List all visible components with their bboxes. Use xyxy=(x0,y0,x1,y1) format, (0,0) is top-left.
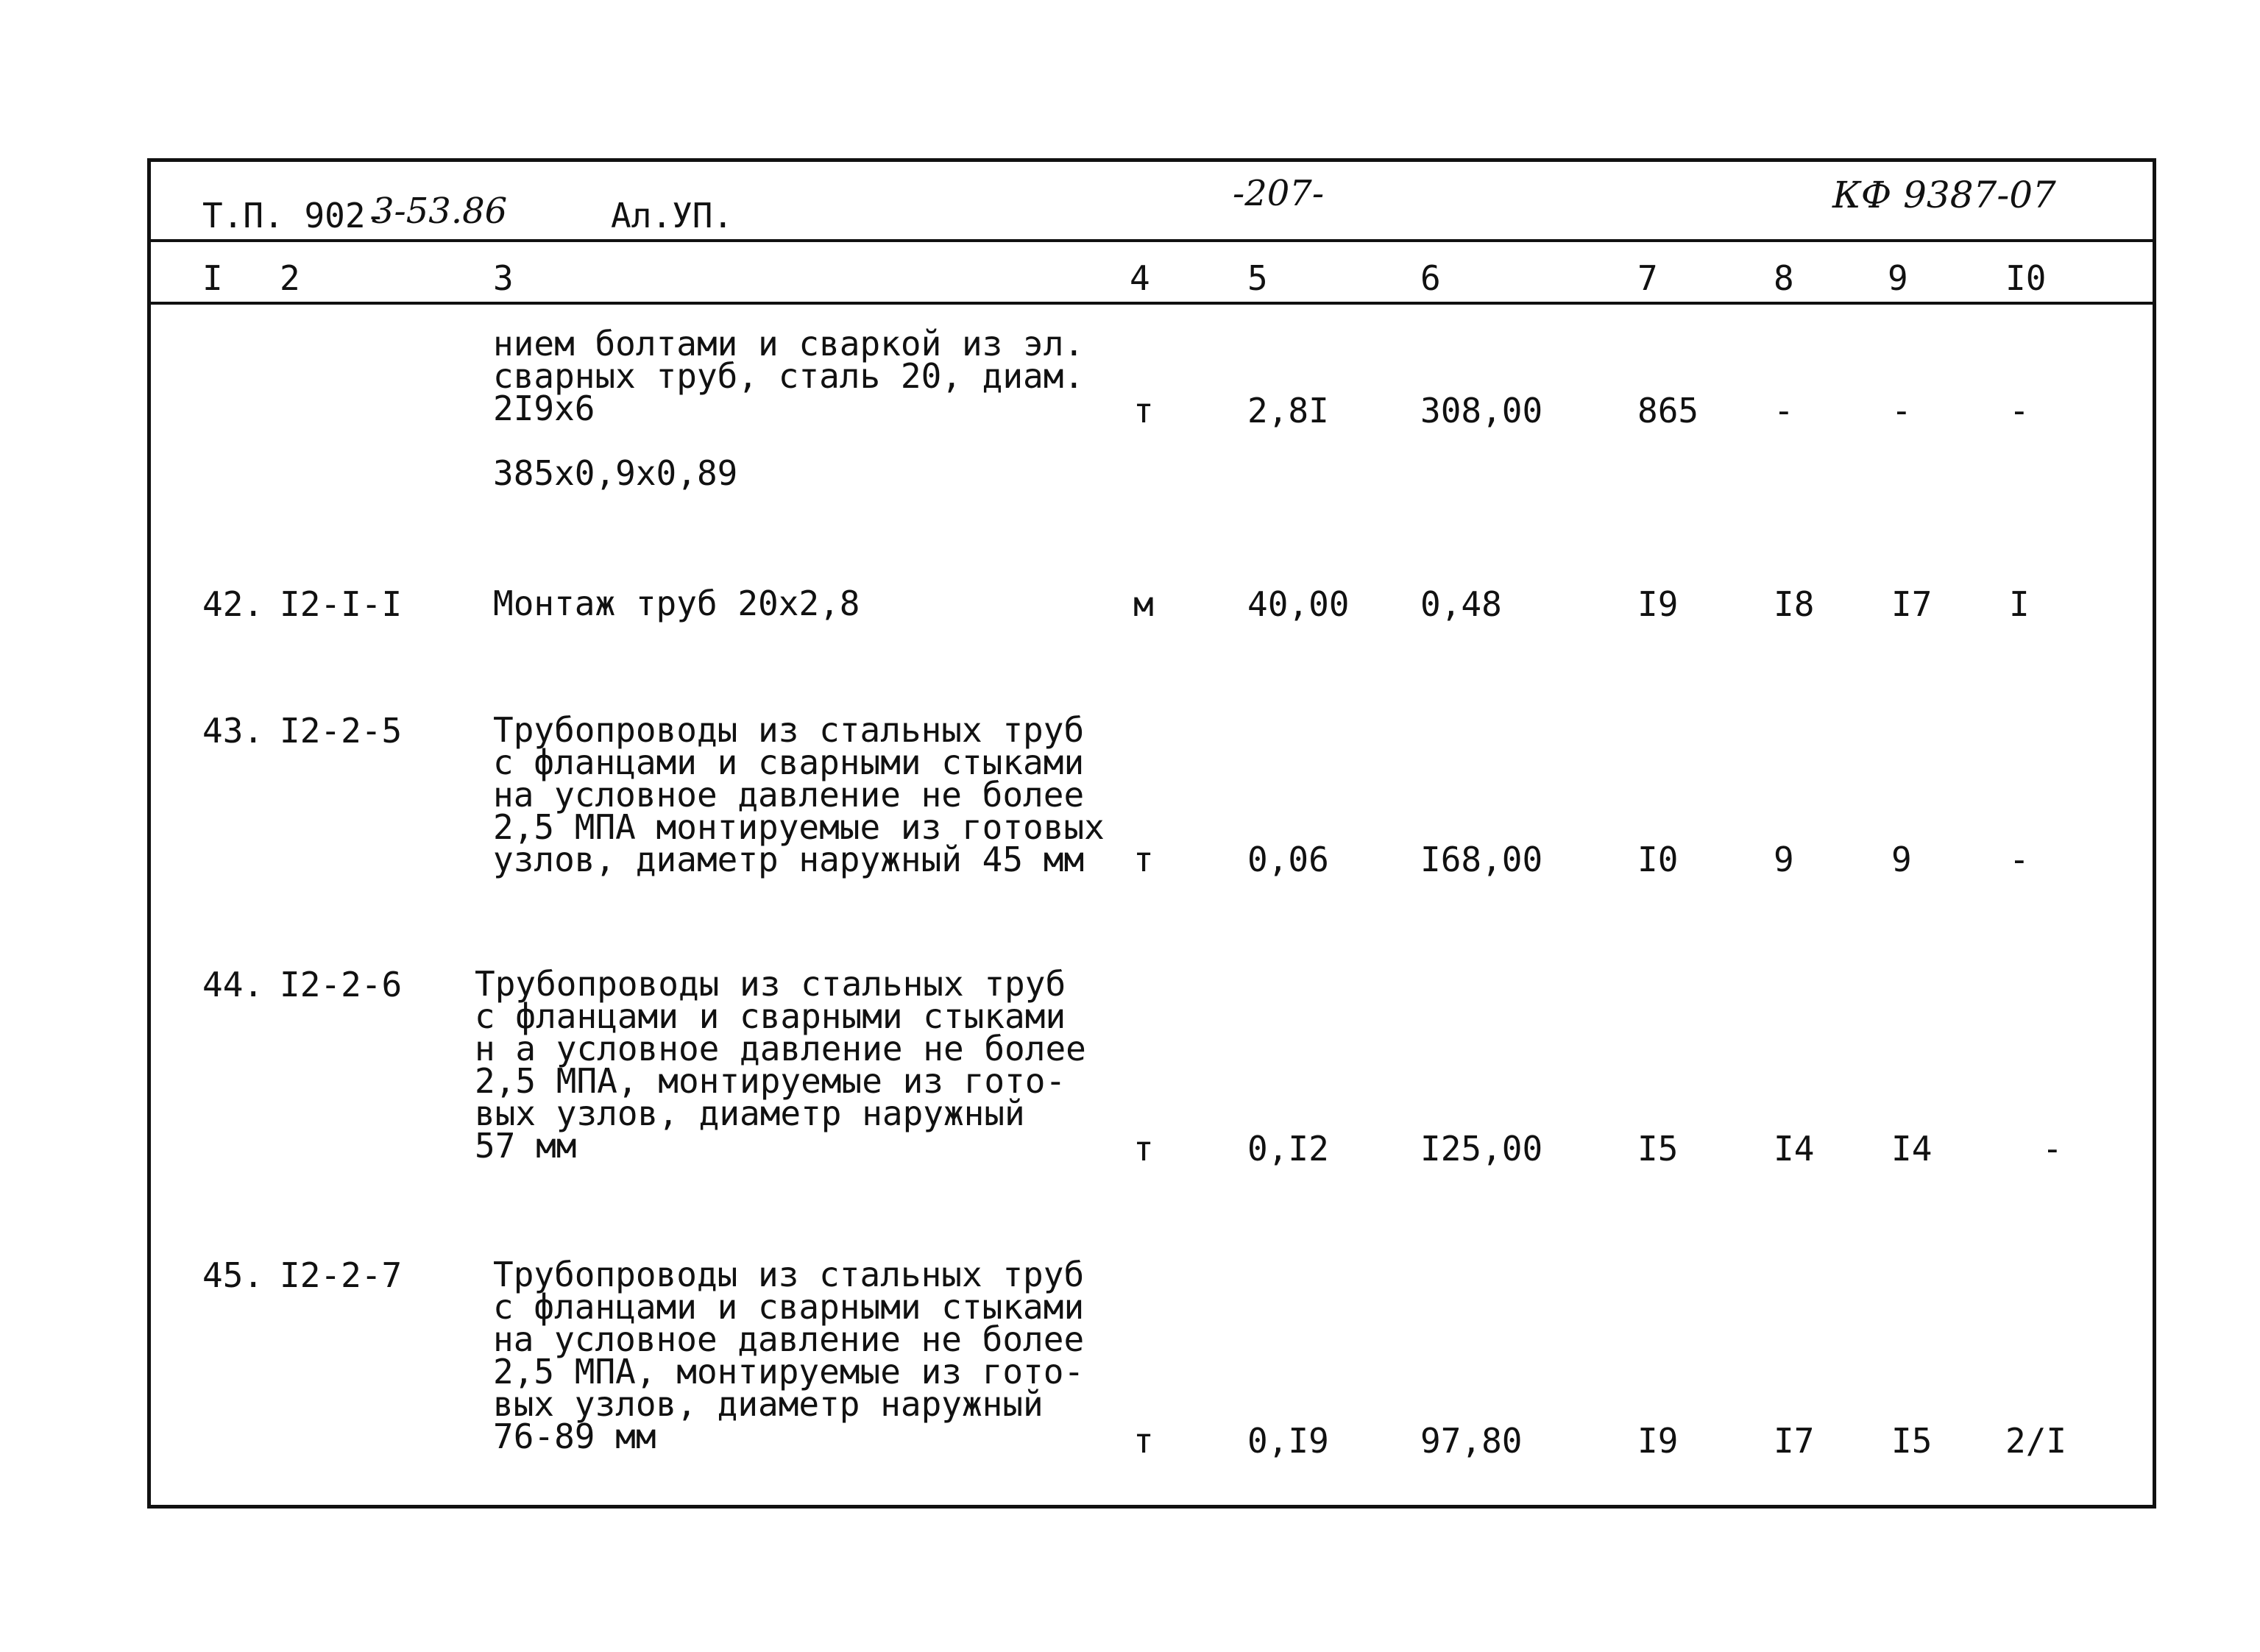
row-quantity: 2,8I xyxy=(1247,391,1329,430)
doc-ref-handwritten: 3-53.86 xyxy=(372,191,508,232)
row-number: 43. xyxy=(202,711,264,751)
row-col9: 9 xyxy=(1891,840,1912,879)
row-description: Трубопроводы из стальных труб с фланцами и сварными стыками н а условное давление не более 2,5 МПА, монтируемые из гото- вых узлов, диаметр наружный 57 мм xyxy=(475,964,1086,1166)
row-col7: I0 xyxy=(1637,840,1679,879)
column-header: 6 xyxy=(1420,258,1441,298)
row-number: 42. xyxy=(202,584,264,624)
row-col9: I5 xyxy=(1891,1421,1933,1461)
column-header: 3 xyxy=(493,258,514,298)
row-code: I2-2-5 xyxy=(280,711,403,751)
header-divider xyxy=(151,239,2153,242)
column-header: I xyxy=(202,258,223,298)
document-sheet xyxy=(147,158,2156,1509)
column-header: 4 xyxy=(1130,258,1150,298)
row-description: Трубопроводы из стальных труб с фланцами и сварными стыками на условное давление не более 2,5 МПА, монтируемые из гото- вых узлов, диаметр наружный 76-89 мм xyxy=(493,1255,1085,1456)
document-code: КФ 9387-07 xyxy=(1832,174,2056,216)
row-col9: - xyxy=(1891,391,1912,430)
column-header: 2 xyxy=(280,258,300,298)
row-quantity: 0,I2 xyxy=(1247,1129,1329,1169)
column-header: 7 xyxy=(1637,258,1658,298)
column-header: 9 xyxy=(1888,258,1908,298)
row-col8: - xyxy=(1774,391,1794,430)
row-number: 45. xyxy=(202,1255,264,1295)
row-quantity: 40,00 xyxy=(1247,584,1350,624)
row-unit: т xyxy=(1133,391,1154,430)
row-price: 0,48 xyxy=(1420,584,1502,624)
row-col10: - xyxy=(2009,840,2030,879)
row-unit: т xyxy=(1133,1129,1154,1169)
doc-ref-prefix: Т.П. 902- xyxy=(202,196,386,235)
row-description: Монтаж труб 20х2,8 xyxy=(493,584,860,623)
row-code: I2-2-6 xyxy=(280,965,403,1004)
row-code: I2-I-I xyxy=(280,584,403,624)
row-unit: т xyxy=(1133,1421,1154,1461)
row-col7: I5 xyxy=(1637,1129,1679,1169)
row-price: 97,80 xyxy=(1420,1421,1523,1461)
row-col10: - xyxy=(2009,391,2030,430)
row-col8: 9 xyxy=(1774,840,1794,879)
row-col10: I xyxy=(2009,584,2030,624)
page-number: -207- xyxy=(1233,173,1325,214)
row-col10: 2/I xyxy=(2005,1421,2067,1461)
row-col9: I7 xyxy=(1891,584,1933,624)
row-unit: м xyxy=(1133,584,1154,624)
row-price: I68,00 xyxy=(1420,840,1543,879)
row-col8: I8 xyxy=(1774,584,1815,624)
row-description: нием болтами и сваркой из эл. сварных труб, сталь 20, диам. 2I9х6 xyxy=(493,324,1085,428)
column-header: 8 xyxy=(1774,258,1794,298)
row-col8: I4 xyxy=(1774,1129,1815,1169)
row-unit: т xyxy=(1133,840,1154,879)
column-header-divider xyxy=(151,302,2153,305)
row-description: Трубопроводы из стальных труб с фланцами и сварными стыками на условное давление не более 2,5 МПА монтируемые из готовых узлов, диаметр наружный 45 мм xyxy=(493,710,1105,879)
row-note: 385х0,9х0,89 xyxy=(493,453,738,493)
row-col10: - xyxy=(2042,1129,2063,1169)
row-price: I25,00 xyxy=(1420,1129,1543,1169)
column-header: I0 xyxy=(2005,258,2047,298)
row-number: 44. xyxy=(202,965,264,1004)
row-col9: I4 xyxy=(1891,1129,1933,1169)
row-col7: 865 xyxy=(1637,391,1699,430)
row-price: 308,00 xyxy=(1420,391,1543,430)
column-header: 5 xyxy=(1247,258,1268,298)
row-col7: I9 xyxy=(1637,1421,1679,1461)
row-code: I2-2-7 xyxy=(280,1255,403,1295)
row-quantity: 0,06 xyxy=(1247,840,1329,879)
row-quantity: 0,I9 xyxy=(1247,1421,1329,1461)
album-label: Ал.УП. xyxy=(611,196,734,235)
row-col7: I9 xyxy=(1637,584,1679,624)
row-col8: I7 xyxy=(1774,1421,1815,1461)
